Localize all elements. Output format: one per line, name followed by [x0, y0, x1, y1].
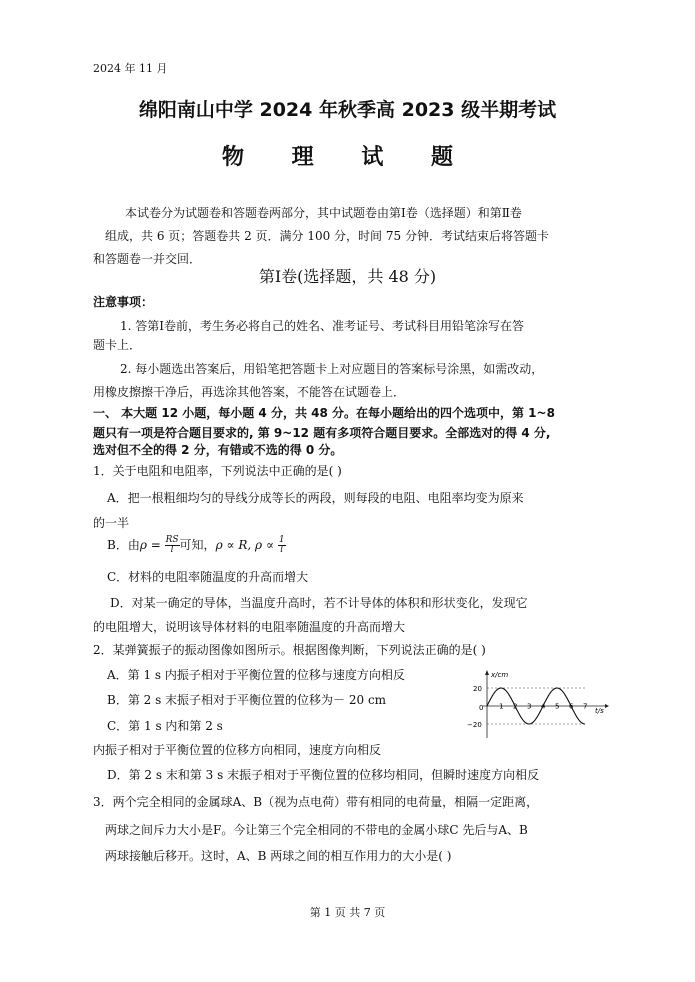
note-2-line-1: 2. 每小题选出答案后，用铅笔把答题卡上对应题目的答案标号涂黑，如需改动， [120, 362, 544, 376]
q3-line-3: 两球接触后移开。这时，A、B 两球之间的相互作用力的大小是( ) [105, 849, 452, 863]
q1-option-c: C．材料的电阻率随温度的升高而增大 [107, 570, 309, 584]
q2-option-b: B．第 2 s 末振子相对于平衡位置的位移为－ 20 cm [107, 693, 387, 707]
q2-option-c-line-2: 内振子相对于平衡位置的位移方向相同，速度方向相反 [93, 743, 382, 757]
note-2-line-2: 用橡皮擦擦干净后，再选涂其他答案，不能答在试题卷上． [93, 385, 406, 399]
q2-stem: 2．某弹簧振子的振动图像如图所示。根据图像判断，下列说法正确的是( ) [93, 643, 486, 657]
y-axis-label: x/cm [491, 671, 509, 679]
x-tick-label: 5 [555, 702, 560, 711]
q1-option-a-line-1: A．把一根粗细均匀的导线分成等长的两段，则每段的电阻、电阻率均变为原来 [107, 491, 524, 505]
subject-title: 物 理 试 题 [222, 145, 473, 170]
q1-option-d-line-2: 的电阻增大，说明该导体材料的电阻率随温度的升高而增大 [93, 620, 406, 634]
exam-title: 绵阳南山中学 2024 年秋季高 2023 级半期考试 [138, 99, 557, 121]
fraction-numerator: RS [165, 535, 179, 545]
reciprocal-denominator: l [280, 545, 284, 555]
q2-option-c-line-1: C．第 1 s 内和第 2 s [107, 719, 223, 733]
q1-option-b [107, 536, 286, 555]
reciprocal-fraction [278, 536, 286, 555]
x-axis-arrow [605, 704, 609, 708]
y-tick-neg20: −20 [467, 721, 482, 729]
q2-option-d: D．第 2 s 末和第 3 s 末振子相对于平衡位置的位移均相同，但瞬时速度方向相反 [107, 768, 540, 782]
q1-option-b-prefix: B．由 [107, 538, 140, 552]
y-tick-0: 0 [479, 704, 484, 712]
vibration-graph [465, 668, 615, 740]
rho-equals: ρ = [139, 538, 161, 552]
x-tick-label: 2 [513, 702, 518, 711]
note-1-line-2: 题卡上． [93, 338, 142, 352]
note-1-line-1: 1. 答第Ⅰ卷前，考生务必将自己的姓名、准考证号、考试科目用铅笔涂写在答 [120, 319, 525, 333]
q1-option-b-mid: 可知， [179, 538, 216, 552]
part1-line-2: 题只有一项是符合题目要求的, 第 9~12 题有多项符合题目要求。全部选对的得 4 分, [93, 426, 551, 440]
q3-line-1: 3．两个完全相同的金属球A、B（视为点电荷）带有相同的电荷量，相隔一定距离， [93, 795, 539, 809]
part1-line-1: 一、 本大题 12 小题，每小题 4 分，共 48 分。在每小题给出的四个选项中，第 1~8 [93, 406, 555, 420]
formula-fraction [165, 536, 180, 555]
x-tick-label: 4 [541, 702, 546, 711]
intro-line-3: 和答题卷一并交回． [93, 252, 202, 266]
intro-line-1: 本试卷分为试题卷和答题卷两部分，其中试题卷由第Ⅰ卷（选择题）和第Ⅱ卷 [125, 206, 522, 220]
part1-line-3: 选对但不全的得 2 分，有错或不选的得 0 分。 [93, 443, 343, 457]
x-tick-label: 3 [527, 702, 532, 711]
x-tick-label: 7 [583, 702, 588, 711]
notes-heading: 注意事项： [93, 295, 154, 309]
reciprocal-numerator: 1 [278, 535, 285, 545]
fraction-denominator: l [170, 545, 174, 555]
y-axis-arrow [485, 670, 489, 675]
q3-line-2: 两球之间斥力大小是F。今让第三个完全相同的不带电的金属小球C 先后与A、B [105, 823, 528, 837]
q2-option-a: A．第 1 s 内振子相对于平衡位置的位移与速度方向相反 [107, 668, 405, 682]
proportion-relation: ρ ∝ R, ρ ∝ [215, 538, 275, 552]
section-title: 第Ⅰ卷(选择题，共 48 分) [258, 267, 437, 286]
exam-date: 2024 年 11 月 [93, 62, 168, 75]
q1-option-d-line-1: D．对某一确定的导体，当温度升高时，若不计导体的体积和形状变化，发现它 [110, 596, 528, 610]
q1-option-a-line-2: 的一半 [93, 516, 130, 530]
q1-stem: 1．关于电阻和电阻率，下列说法中正确的是( ) [93, 464, 342, 478]
x-tick-label: 6 [569, 702, 574, 711]
x-tick-label: 1 [499, 702, 504, 711]
y-tick-20: 20 [473, 685, 482, 693]
x-axis-label: t/s [595, 707, 604, 715]
page-footer: 第 1 页 共 7 页 [309, 906, 386, 919]
intro-line-2: 组成，共 6 页；答题卷共 2 页．满分 100 分，时间 75 分钟．考试结束后将答题卡 [105, 229, 549, 243]
